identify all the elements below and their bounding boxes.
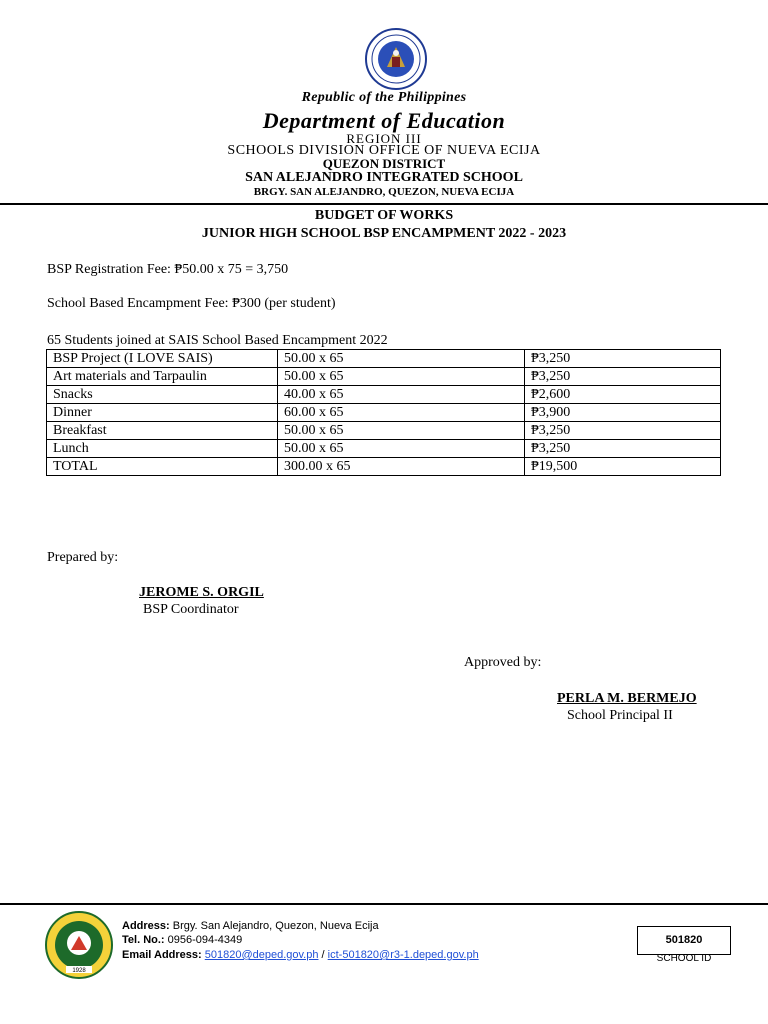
school-id-box: 501820 [637, 926, 731, 955]
document-subtitle: JUNIOR HIGH SCHOOL BSP ENCAMPMENT 2022 - 2023 [201, 226, 567, 241]
school-logo [44, 910, 114, 980]
approved-by-label: Approved by: [464, 655, 542, 670]
header-divider [0, 203, 768, 205]
amount-cell: ₱3,250 [525, 350, 721, 368]
amount-cell: ₱3,250 [525, 368, 721, 386]
school-heading: SAN ALEJANDRO INTEGRATED SCHOOL [245, 170, 523, 185]
amount-cell: ₱3,900 [525, 404, 721, 422]
budget-table [46, 349, 721, 476]
table-row [47, 386, 721, 404]
footer-tel [122, 934, 242, 946]
computation-cell: 40.00 x 65 [278, 386, 525, 404]
region-heading: REGION III [346, 131, 422, 146]
table-row [47, 458, 721, 476]
item-cell: Lunch [47, 440, 278, 458]
registration-fee-text: BSP Registration Fee: ₱50.00 x 75 = 3,750 [47, 262, 289, 277]
table-row [47, 404, 721, 422]
approved-by-name: PERLA M. BERMEJO [557, 691, 697, 706]
footer-tel-label: Tel. No.: [122, 934, 165, 946]
document-title: BUDGET OF WORKS [314, 208, 454, 223]
item-cell: BSP Project (I LOVE SAIS) [47, 350, 278, 368]
deped-seal [361, 27, 431, 91]
computation-cell: 50.00 x 65 [278, 422, 525, 440]
department-heading: Department of Education [262, 108, 506, 133]
item-cell: Breakfast [47, 422, 278, 440]
footer-email-label: Email Address: [122, 949, 202, 961]
footer-email-separator: / [321, 949, 325, 961]
school-logo-year: 1928 [72, 968, 86, 974]
computation-cell: 60.00 x 65 [278, 404, 525, 422]
amount-cell: ₱3,250 [525, 422, 721, 440]
district-heading: QUEZON DISTRICT [322, 156, 446, 171]
school-id-label: SCHOOL ID [656, 953, 712, 964]
item-cell: Art materials and Tarpaulin [47, 368, 278, 386]
footer-address-label: Address: [122, 920, 170, 932]
computation-cell: 50.00 x 65 [278, 350, 525, 368]
footer-email-link-2[interactable]: ict-501820@r3-1.deped.gov.ph [327, 949, 479, 961]
table-row [47, 350, 721, 368]
encampment-fee-text: School Based Encampment Fee: ₱300 (per student) [47, 296, 336, 311]
amount-cell: ₱2,600 [525, 386, 721, 404]
prepared-by-name: JEROME S. ORGIL [139, 585, 264, 600]
table-row [47, 368, 721, 386]
computation-cell: 300.00 x 65 [278, 458, 525, 476]
computation-cell: 50.00 x 65 [278, 368, 525, 386]
division-heading: SCHOOLS DIVISION OFFICE OF NUEVA ECIJA [227, 143, 541, 158]
approved-by-role: School Principal II [567, 708, 673, 723]
amount-cell: ₱3,250 [525, 440, 721, 458]
computation-cell: 50.00 x 65 [278, 440, 525, 458]
prepared-by-role: BSP Coordinator [143, 602, 239, 617]
footer-email-link-1[interactable]: 501820@deped.gov.ph [204, 949, 319, 961]
amount-cell: ₱19,500 [525, 458, 721, 476]
footer-address-value: Brgy. San Alejandro, Quezon, Nueva Ecija [172, 920, 379, 932]
prepared-by-label: Prepared by: [47, 550, 119, 565]
item-cell: TOTAL [47, 458, 278, 476]
table-row [47, 422, 721, 440]
footer-tel-value: 0956-094-4349 [167, 934, 243, 946]
footer-email [122, 949, 479, 961]
school-address: BRGY. SAN ALEJANDRO, QUEZON, NUEVA ECIJA [253, 186, 515, 198]
table-row [47, 440, 721, 458]
footer-divider [0, 903, 768, 905]
republic-heading: Republic of the Philippines [301, 90, 467, 105]
students-joined-text: 65 Students joined at SAIS School Based Encampment 2022 [47, 333, 388, 348]
item-cell: Dinner [47, 404, 278, 422]
footer-address [122, 920, 379, 932]
item-cell: Snacks [47, 386, 278, 404]
